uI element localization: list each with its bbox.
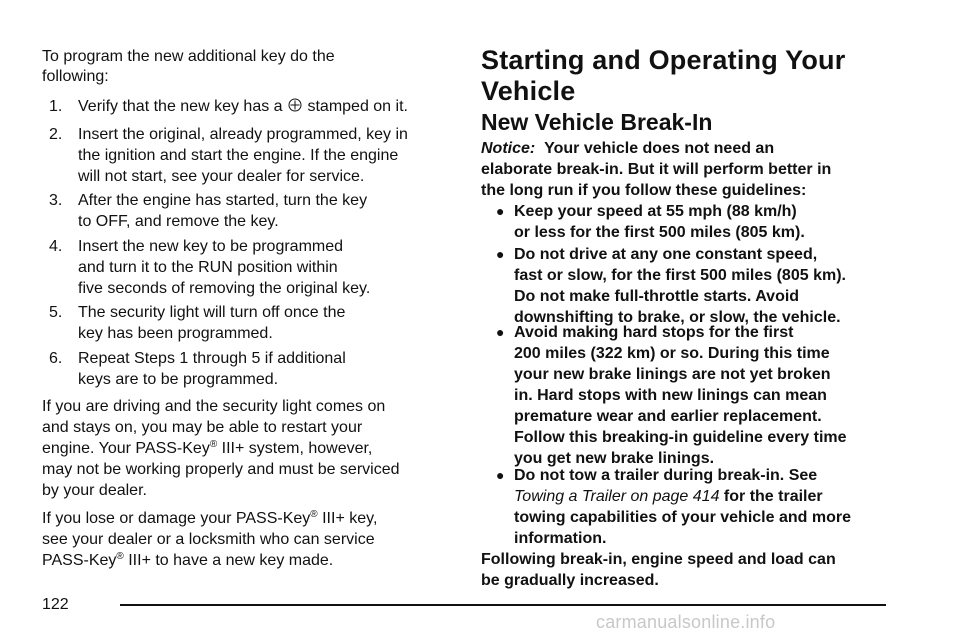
step-line: will not start, see your dealer for service. [78,168,365,185]
paragraph-line [42,438,372,459]
step-number: 6. [49,350,63,367]
bullet-line: downshifting to brake, or slow, the vehicle. [514,309,841,326]
intro-line: To program the new additional key do the [42,48,335,65]
notice-label: Notice: [481,140,536,157]
section-title-line: Vehicle [481,76,576,106]
text-part: III+ key, [317,510,378,527]
step-number: 5. [49,304,63,321]
notice-text: Your vehicle does not need an [544,140,775,157]
section-title-line: Starting and Operating Your [481,45,846,75]
text-part: PASS-Key [42,552,117,569]
registered-mark: ® [116,551,124,562]
paragraph-line: by your dealer. [42,482,147,499]
step-line: Repeat Steps 1 through 5 if additional [78,350,346,367]
paragraph-line: If you are driving and the security light comes on [42,398,386,415]
step-line: five seconds of removing the original key. [78,280,371,297]
text-part: engine. Your PASS-Key [42,440,210,457]
step-line: to OFF, and remove the key. [78,213,279,230]
bullet-line: your new brake linings are not yet broken [514,366,831,383]
step-line: The security light will turn off once the [78,304,346,321]
notice-line: the long run if you follow these guidelines: [481,182,807,199]
step-text-part: stamped on it. [307,98,408,115]
step-line: Insert the new key to be programmed [78,238,344,255]
subsection-title: New Vehicle Break-In [481,109,713,135]
bullet-line: Follow this breaking-in guideline every time [514,429,847,446]
step-line: and turn it to the RUN position within [78,259,338,276]
registered-mark: ® [310,509,318,520]
notice-line: elaborate break-in. But it will perform better in [481,161,832,178]
step-line: the ignition and start the engine. If the engine [78,147,399,164]
step-number: 3. [49,192,63,209]
step-text-part: Verify that the new key has a [78,98,283,115]
bullet-line: Avoid making hard stops for the first [514,324,794,341]
bullet-icon: ● [496,203,505,219]
text-part: III+ to have a new key made. [123,552,334,569]
step-number: 4. [49,238,63,255]
bullet-line: in. Hard stops with new linings can mean [514,387,827,404]
cross-reference-link[interactable]: Towing a Trailer on page 414 [514,488,720,505]
text-part: for the trailer [723,488,823,505]
step-line: key has been programmed. [78,325,273,342]
bullet-icon: ● [496,324,505,340]
step-number: 2. [49,126,63,143]
bullet-line: you get new brake linings. [514,450,715,467]
text-part: If you lose or damage your PASS-Key [42,510,311,527]
bullet-line: 200 miles (322 km) or so. During this time [514,345,830,362]
bullet-line: Do not make full-throttle starts. Avoid [514,288,800,305]
text-part: III+ system, however, [217,440,373,457]
step-text [78,96,408,117]
bullet-line: towing capabilities of your vehicle and more [514,509,851,526]
step-number: 1. [49,98,63,115]
closing-line: Following break-in, engine speed and load can [481,551,836,568]
notice-line [481,138,774,159]
bullet-icon: ● [496,467,505,483]
key-stamp-icon [288,98,302,112]
bullet-line: or less for the first 500 miles (805 km). [514,224,805,241]
footer-rule [120,604,886,606]
paragraph-line: may not be working properly and must be serviced [42,461,400,478]
bullet-line: Do not drive at any one constant speed, [514,246,818,263]
bullet-line: information. [514,530,607,547]
paragraph-line [42,550,333,571]
paragraph-line [42,508,377,529]
bullet-line: premature wear and earlier replacement. [514,408,822,425]
bullet-line: Do not tow a trailer during break-in. See [514,467,818,484]
paragraph-line: and stays on, you may be able to restart your [42,419,363,436]
intro-line: following: [42,68,109,85]
paragraph-line: see your dealer or a locksmith who can service [42,531,375,548]
closing-line: be gradually increased. [481,572,659,589]
bullet-line: fast or slow, for the first 500 miles (805 km). [514,267,846,284]
bullet-line [514,486,823,507]
step-line: Insert the original, already programmed, key in [78,126,408,143]
step-line: keys are to be programmed. [78,371,279,388]
bullet-icon: ● [496,246,505,262]
watermark-text: carmanualsonline.info [596,612,776,632]
step-line: After the engine has started, turn the key [78,192,368,209]
page-number: 122 [42,596,69,613]
registered-mark: ® [209,439,218,450]
bullet-line: Keep your speed at 55 mph (88 km/h) [514,203,797,220]
